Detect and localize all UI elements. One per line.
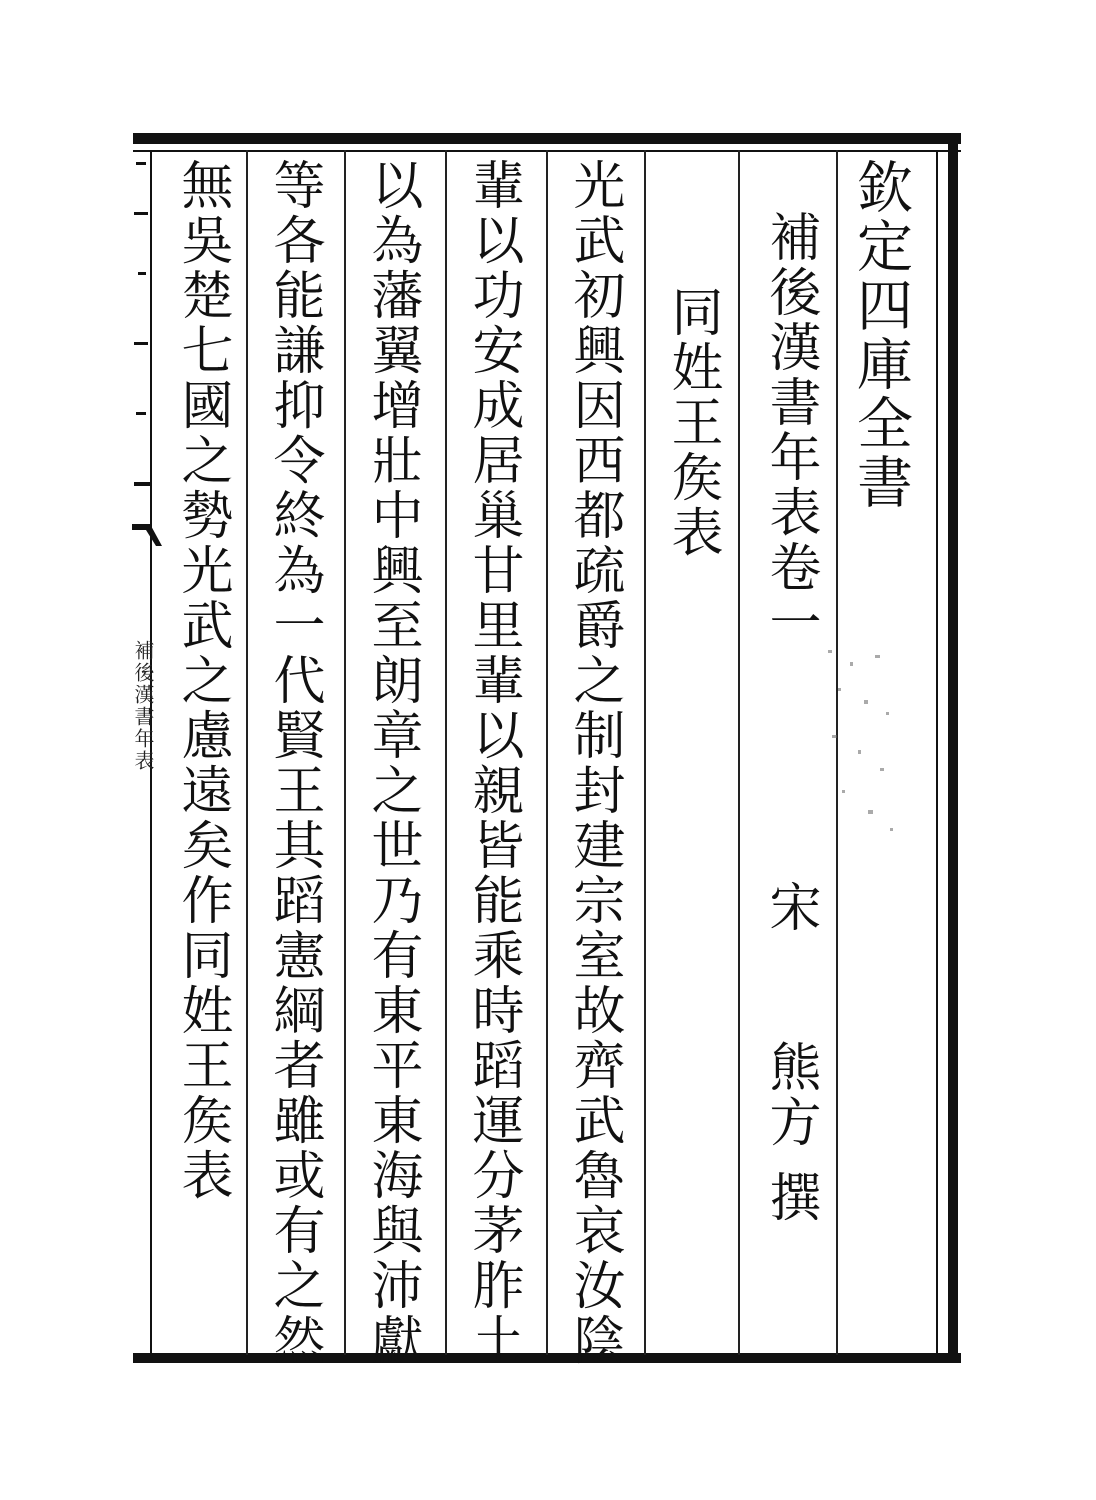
author-name: 熊方 — [760, 1040, 820, 1150]
fishtail-mark — [132, 520, 168, 560]
body-column-4: 等各能謙抑令終為一代賢王其蹈憲綱者雖或有之然 — [264, 158, 324, 1368]
column-divider — [246, 150, 248, 1355]
section-title: 同姓王矦表 — [662, 285, 722, 560]
body-column-3: 以為藩翼增壯中興至朗章之世乃有東平東海與沛獻 — [362, 158, 422, 1368]
body-column-5: 無吳楚七國之勢光武之慮遠矣作同姓王矦表 — [172, 158, 232, 1203]
fore-edge-marks — [132, 152, 152, 532]
column-divider — [738, 150, 740, 1355]
frame-right-rule — [948, 133, 958, 1363]
column-divider — [445, 150, 447, 1355]
frame-top-rule — [133, 133, 961, 144]
column-divider — [644, 150, 646, 1355]
body-column-2: 輩以功安成居巢甘里輩以親皆能乘時蹈運分茅胙土 — [463, 158, 523, 1368]
body-column-1: 光武初興因西都疏爵之制封建宗室故齊武魯哀汝陰 — [564, 158, 624, 1368]
series-header-title: 欽定四庫全書 — [848, 158, 913, 512]
column-divider — [546, 150, 548, 1355]
frame-right-thin-rule — [936, 150, 938, 1355]
column-divider — [344, 150, 346, 1355]
author-dynasty: 宋 — [760, 880, 820, 935]
seal-residue — [820, 640, 900, 840]
spine-title: 補後漢書年表 — [131, 640, 155, 772]
author-role: 撰 — [760, 1170, 820, 1225]
book-title: 補後漢書年表卷一 — [760, 210, 820, 650]
